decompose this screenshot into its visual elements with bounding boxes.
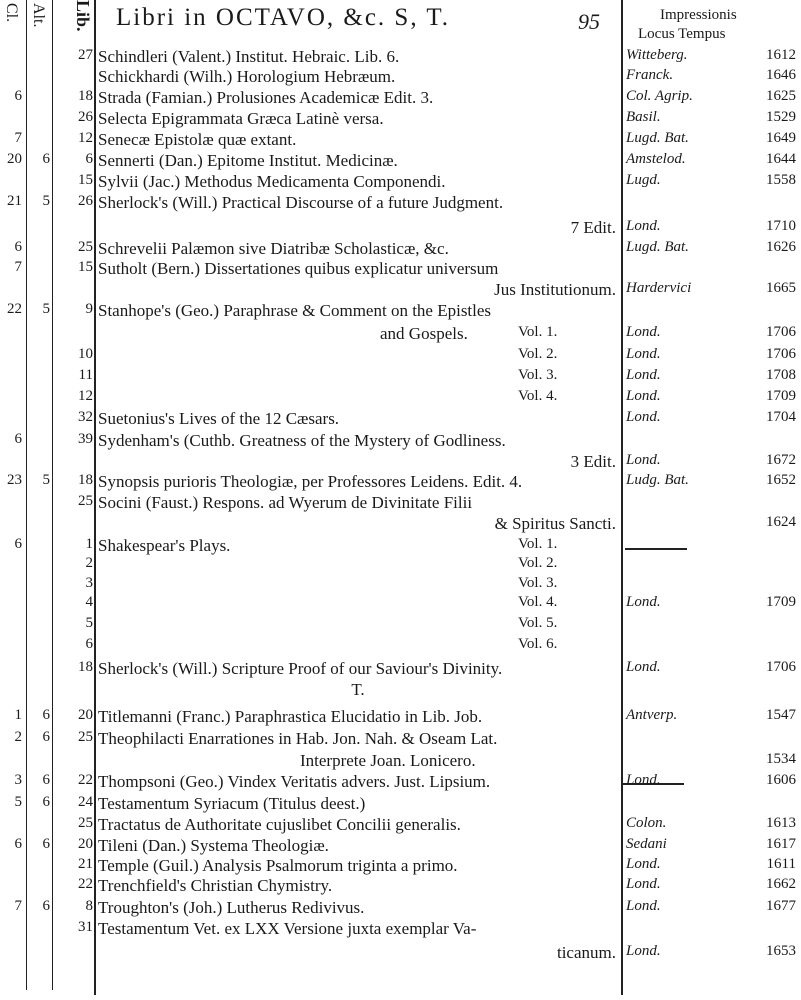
entry-title: Shakespear's Plays.	[98, 536, 231, 555]
entry-lib: 15	[78, 259, 93, 275]
entry-lib: 39	[78, 431, 93, 447]
col-header-lib	[74, 0, 94, 40]
entry-lib: 24	[78, 794, 93, 810]
col-header-lib-text: Lib.	[73, 0, 93, 32]
entry-title: Testamentum Syriacum (Titulus deest.)	[98, 794, 366, 813]
entry-year: 1611	[766, 856, 796, 872]
entry-title: Synopsis purioris Theologiæ, per Professores Leidens. Edit. 4.	[98, 472, 523, 491]
entry-year: 1547	[766, 707, 796, 723]
entry-title: Temple (Guil.) Analysis Psalmorum triginta a primo.	[98, 856, 458, 875]
entry-year: 1649	[766, 130, 796, 146]
entry-place: Lond.	[626, 346, 661, 362]
entry-place: Lugd. Bat.	[626, 239, 689, 255]
entry-year: 1625	[766, 88, 796, 104]
entry-title: Titlemanni (Franc.) Paraphrastica Elucidatio in Lib. Job.	[98, 707, 483, 726]
entry-title: ticanum.	[556, 943, 616, 962]
entry-title: Selecta Epigrammata Græca Latinè versa.	[98, 109, 384, 128]
entry-lib: 6	[85, 151, 93, 167]
entry-lib: 22	[78, 772, 93, 788]
entry-cl: 3	[14, 772, 22, 788]
entry-alt: 6	[42, 707, 50, 723]
rule-lib	[94, 0, 96, 995]
entry-alt: 6	[42, 836, 50, 852]
entry-place: Lond.	[626, 898, 661, 914]
entry-year: 1624	[766, 514, 796, 530]
entry-lib: 26	[78, 109, 93, 125]
entry-year: 1665	[766, 280, 796, 296]
entry-place: Lond.	[626, 659, 661, 675]
entry-year: 1708	[766, 367, 796, 383]
entry-lib: 15	[78, 172, 93, 188]
entry-title: Sherlock's (Will.) Scripture Proof of our Saviour's Divinity.	[98, 659, 503, 678]
entry-title: Troughton's (Joh.) Lutherus Redivivus.	[98, 898, 365, 917]
entry-year: 1672	[766, 452, 796, 468]
entry-year: 1626	[766, 239, 796, 255]
entry-year: 1558	[766, 172, 796, 188]
entry-lib: 20	[78, 707, 93, 723]
entry-lib: 32	[78, 409, 93, 425]
col-header-alt	[30, 3, 52, 37]
entry-place: Franck.	[626, 67, 674, 83]
entry-title: T.	[351, 680, 365, 699]
rule-alt	[52, 0, 53, 990]
entry-volume: Vol. 2.	[518, 555, 558, 571]
entry-place: Lond.	[626, 388, 661, 404]
entry-cl: 7	[14, 130, 22, 146]
entry-lib: 27	[78, 47, 93, 63]
entry-lib: 18	[78, 659, 93, 675]
entry-alt: 6	[42, 772, 50, 788]
entry-cl: 6	[14, 239, 22, 255]
col-header-alt-text: Alt.	[30, 3, 47, 28]
entry-alt: 5	[42, 301, 50, 317]
entry-volume: Vol. 4.	[518, 594, 558, 610]
entry-lib: 25	[78, 729, 93, 745]
entry-place: Basil.	[626, 109, 661, 125]
entry-place: Witteberg.	[626, 47, 688, 63]
entry-year: 1606	[766, 772, 796, 788]
entry-lib: 3	[85, 575, 93, 591]
entry-cl: 1	[14, 707, 22, 723]
entry-place: Colon.	[626, 815, 667, 831]
entry-place: Lond.	[626, 324, 661, 340]
entry-lib: 25	[78, 493, 93, 509]
locus-tempus-label: Locus Tempus	[638, 26, 726, 42]
entry-lib: 2	[85, 555, 93, 571]
entry-year: 1646	[766, 67, 796, 83]
entry-volume: Vol. 6.	[518, 636, 558, 652]
entry-lib: 21	[78, 856, 93, 872]
entry-year: 1653	[766, 943, 796, 959]
entry-year: 1534	[766, 751, 796, 767]
entry-title: Sherlock's (Will.) Practical Discourse of a future Judgment.	[98, 193, 504, 212]
entry-lib: 8	[85, 898, 93, 914]
entry-lib: 26	[78, 193, 93, 209]
entry-volume: Vol. 1.	[518, 536, 558, 552]
col-header-cl	[2, 3, 24, 37]
entry-lib: 4	[85, 594, 93, 610]
entry-year: 1706	[766, 346, 796, 362]
entry-title: Sutholt (Bern.) Dissertationes quibus explicatur universum	[98, 259, 499, 278]
entry-cl: 6	[14, 88, 22, 104]
entry-year: 1706	[766, 324, 796, 340]
entry-place: Lond.	[626, 856, 661, 872]
impressionis-label: Impressionis	[660, 7, 737, 23]
entry-place: Ludg. Bat.	[626, 472, 689, 488]
entry-title: Testamentum Vet. ex LXX Versione juxta exemplar Va-	[98, 919, 477, 938]
entry-lib: 6	[85, 636, 93, 652]
entry-place: Lugd. Bat.	[626, 130, 689, 146]
entry-place: Antverp.	[626, 707, 678, 723]
entry-year: 1710	[766, 218, 796, 234]
entry-year: 1644	[766, 151, 796, 167]
entry-cl: 7	[14, 898, 22, 914]
entry-place: Lond.	[626, 943, 661, 959]
entry-year: 1613	[766, 815, 796, 831]
entry-year: 1706	[766, 659, 796, 675]
entry-cl: 6	[14, 836, 22, 852]
entry-place: Lond.	[626, 409, 661, 425]
entry-cl: 6	[14, 536, 22, 552]
entry-alt: 5	[42, 193, 50, 209]
entry-cl: 20	[7, 151, 22, 167]
entry-title: Sennerti (Dan.) Epitome Institut. Medicinæ.	[98, 151, 398, 170]
page-heading: Libri in OCTAVO, &c. S, T.	[116, 4, 451, 31]
entry-volume: Vol. 4.	[518, 388, 558, 404]
entry-title: Thompsoni (Geo.) Vindex Veritatis advers. Just. Lipsium.	[98, 772, 491, 791]
entry-title: & Spiritus Sancti.	[494, 514, 616, 533]
entry-place: Lond.	[626, 876, 661, 892]
entry-title: Trenchfield's Christian Chymistry.	[98, 876, 333, 895]
entry-cl: 2	[14, 729, 22, 745]
entry-place: Col. Agrip.	[626, 88, 693, 104]
entry-title: Schindleri (Valent.) Institut. Hebraic. Lib. 6.	[98, 47, 400, 66]
entry-place: Sedani	[626, 836, 667, 852]
entry-cl: 23	[7, 472, 22, 488]
entry-title: Tileni (Dan.) Systema Theologiæ.	[98, 836, 329, 855]
entry-year: 1704	[766, 409, 796, 425]
rule-span-1	[625, 548, 687, 550]
entry-lib: 12	[78, 388, 93, 404]
entry-title: Socini (Faust.) Respons. ad Wyerum de Divinitate Filii	[98, 493, 473, 512]
entry-year: 1709	[766, 388, 796, 404]
entry-place: Lugd.	[626, 172, 661, 188]
entry-lib: 12	[78, 130, 93, 146]
page-number: 95	[578, 9, 600, 34]
entry-alt: 6	[42, 898, 50, 914]
entry-title: Sydenham's (Cuthb. Greatness of the Mystery of Godliness.	[98, 431, 506, 450]
entry-cl: 7	[14, 259, 22, 275]
entry-place: Lond.	[626, 594, 661, 610]
entry-place: Lond.	[626, 452, 661, 468]
rule-cl	[26, 0, 27, 990]
entry-alt: 6	[42, 729, 50, 745]
entry-title: Senecæ Epistolæ quæ extant.	[98, 130, 297, 149]
entry-year: 1652	[766, 472, 796, 488]
entry-title: Strada (Famian.) Prolusiones Academicæ Edit. 3.	[98, 88, 434, 107]
entry-title: Interprete Joan. Lonicero.	[300, 751, 476, 770]
entry-lib: 9	[85, 301, 93, 317]
entry-cl: 21	[7, 193, 22, 209]
entry-title: Jus Institutionum.	[494, 280, 616, 299]
entry-place: Lond.	[626, 367, 661, 383]
entry-place: Lond.	[626, 218, 661, 234]
entry-alt: 6	[42, 794, 50, 810]
entry-year: 1617	[766, 836, 796, 852]
entry-cl: 22	[7, 301, 22, 317]
entry-title: Tractatus de Authoritate cujuslibet Concilii generalis.	[98, 815, 461, 834]
entry-title: Suetonius's Lives of the 12 Cæsars.	[98, 409, 340, 428]
entry-title: Theophilacti Enarrationes in Hab. Jon. Nah. & Oseam Lat.	[98, 729, 498, 748]
entry-alt: 5	[42, 472, 50, 488]
entry-volume: Vol. 5.	[518, 615, 558, 631]
entry-lib: 10	[78, 346, 93, 362]
rule-place	[621, 0, 623, 995]
entry-lib: 18	[78, 88, 93, 104]
entry-lib: 5	[85, 615, 93, 631]
entry-title: and Gospels.	[380, 324, 468, 343]
entry-lib: 11	[78, 367, 93, 383]
entry-volume: Vol. 3.	[518, 575, 558, 591]
entry-title: Schrevelii Palæmon sive Diatribæ Scholasticæ, &c.	[98, 239, 449, 258]
entry-place: Lond.	[626, 772, 661, 788]
entry-place: Amstelod.	[626, 151, 686, 167]
entry-lib: 22	[78, 876, 93, 892]
entry-year: 1529	[766, 109, 796, 125]
entry-lib: 25	[78, 815, 93, 831]
entry-title: Schickhardi (Wilh.) Horologium Hebræum.	[98, 67, 396, 86]
entry-lib: 18	[78, 472, 93, 488]
entry-cl: 5	[14, 794, 22, 810]
entry-volume: Vol. 1.	[518, 324, 558, 340]
col-header-cl-text: Cl.	[3, 3, 20, 23]
entry-volume: Vol. 3.	[518, 367, 558, 383]
entry-volume: Vol. 2.	[518, 346, 558, 362]
entry-cl: 6	[14, 431, 22, 447]
entry-place: Hardervici	[626, 280, 692, 296]
entry-lib: 25	[78, 239, 93, 255]
entry-title: 7 Edit.	[570, 218, 616, 237]
entry-lib: 31	[78, 919, 93, 935]
entry-lib: 20	[78, 836, 93, 852]
entry-year: 1662	[766, 876, 796, 892]
entry-title: Stanhope's (Geo.) Paraphrase & Comment on the Epistles	[98, 301, 492, 320]
entry-title: 3 Edit.	[570, 452, 616, 471]
entry-year: 1677	[766, 898, 796, 914]
entry-title: Sylvii (Jac.) Methodus Medicamenta Componendi.	[98, 172, 446, 191]
entry-lib: 1	[85, 536, 93, 552]
entry-alt: 6	[42, 151, 50, 167]
entry-year: 1612	[766, 47, 796, 63]
entry-year: 1709	[766, 594, 796, 610]
